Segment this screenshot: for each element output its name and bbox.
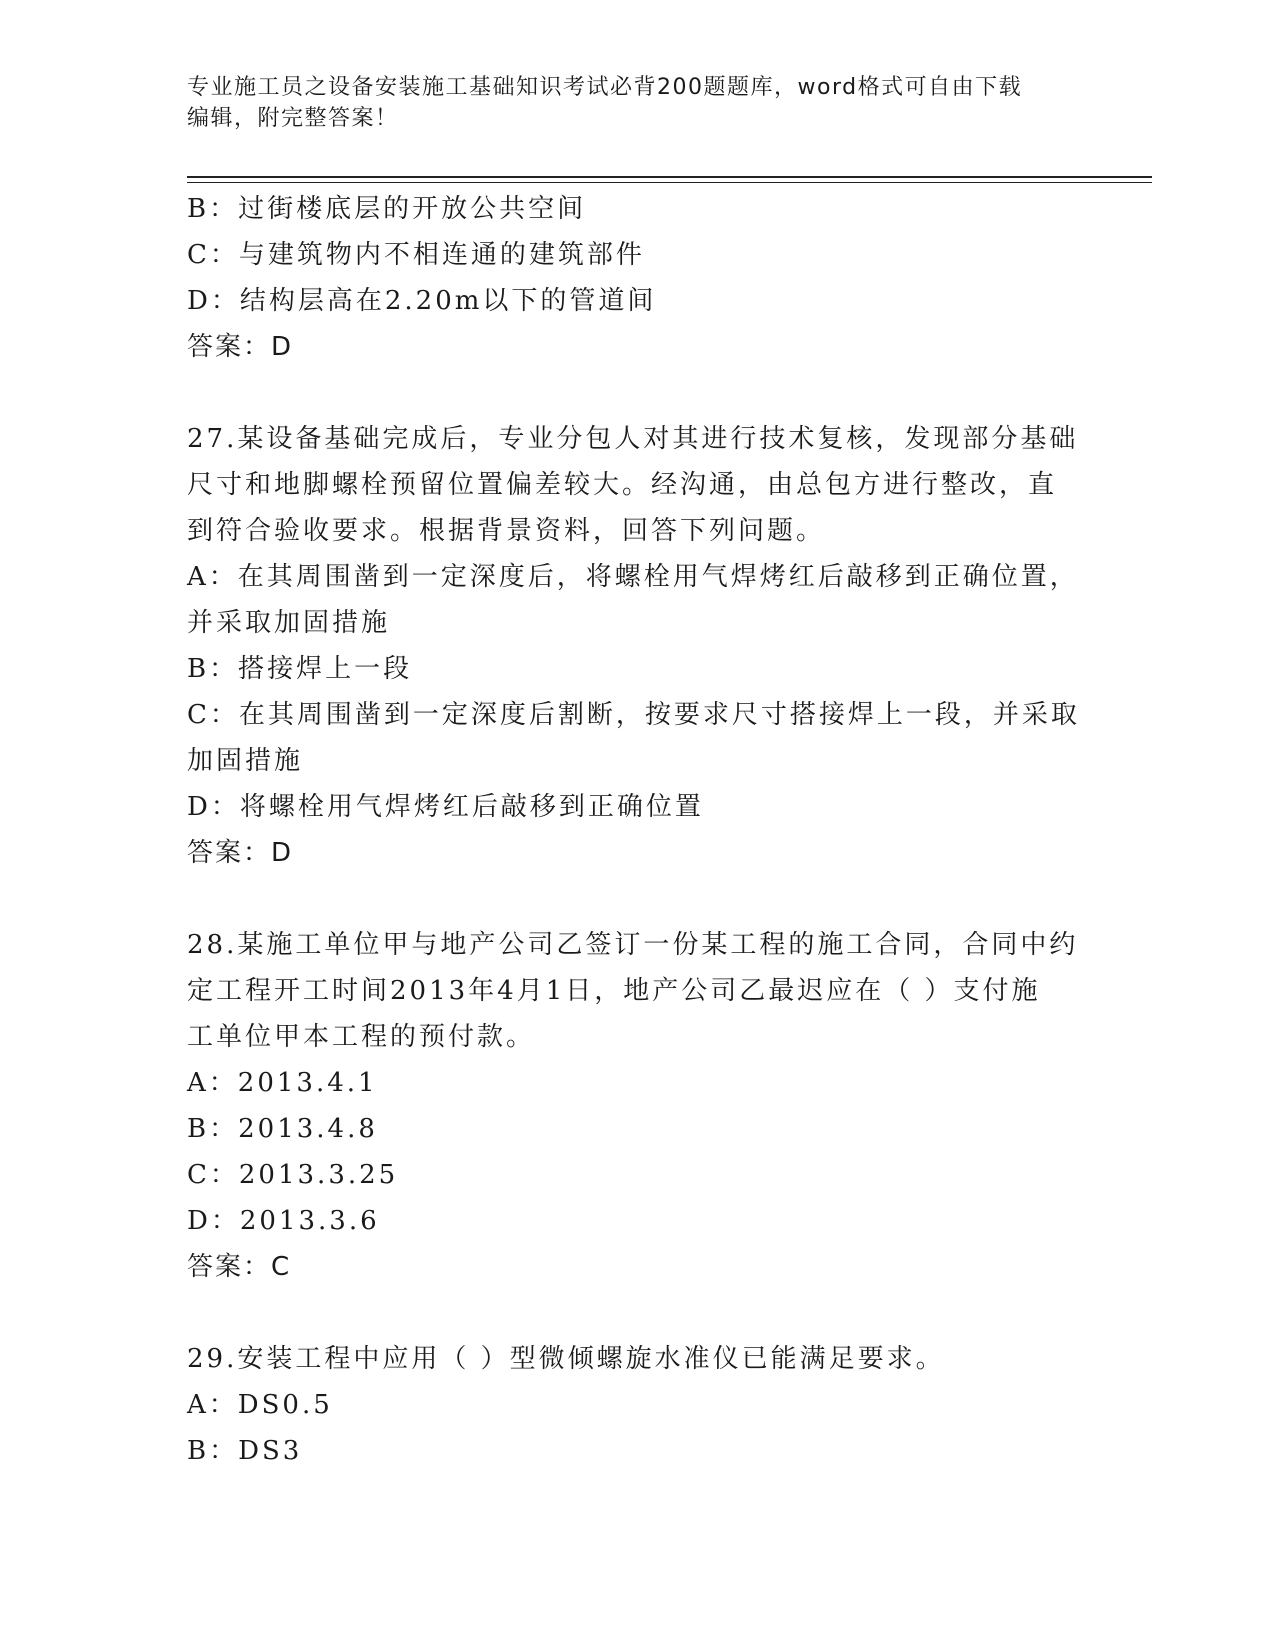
option-c-continued: 加固措施 [187,746,304,776]
question-28 [187,922,1087,1290]
option-a: A：DS0.5 [187,1390,333,1420]
option-b: B：搭接焊上一段 [187,654,413,684]
option-a-continued: 并采取加固措施 [187,608,391,638]
question-stem-line: 尺寸和地脚螺栓预留位置偏差较大。经沟通，由总包方进行整改，直 [187,470,1058,500]
question-spacer [187,1290,1087,1336]
option-b: B：过街楼底层的开放公共空间 [187,194,587,224]
question-stem-line: 定工程开工时间2013年4月1日，地产公司乙最迟应在（ ）支付施 [187,976,1041,1006]
header-divider-thick [187,176,1152,178]
header-title-line-2: 编辑，附完整答案！ [187,106,399,131]
option-b: B：DS3 [187,1436,303,1466]
option-c: C：2013.3.25 [187,1160,399,1190]
question-stem-line: 到符合验收要求。根据背景资料，回答下列问题。 [187,516,826,546]
question-27 [187,416,1087,876]
option-a: A：2013.4.1 [187,1068,378,1098]
answer-line: 答案：D [187,838,294,868]
question-29 [187,1336,1087,1474]
question-stem-line: 29.安装工程中应用（ ）型微倾螺旋水准仪已能满足要求。 [187,1344,945,1374]
header-divider-thin [187,182,1152,183]
option-d: D：2013.3.6 [187,1206,380,1236]
header-title-line-1: 专业施工员之设备安装施工基础知识考试必背200题题库，word格式可自由下载 [187,75,1023,100]
document-header [187,72,1067,134]
answer-line: 答案：C [187,1252,292,1282]
question-list [187,186,1087,1474]
question-stem-line: 27.某设备基础完成后，专业分包人对其进行技术复核，发现部分基础 [187,424,1079,454]
answer-line: 答案：D [187,332,294,362]
question-stem-line: 工单位甲本工程的预付款。 [187,1022,536,1052]
option-c: C：与建筑物内不相连通的建筑部件 [187,240,645,270]
question-spacer [187,876,1087,922]
option-b: B：2013.4.8 [187,1114,378,1144]
option-c: C：在其周围凿到一定深度后割断，按要求尺寸搭接焊上一段，并采取 [187,700,1080,730]
question-stem-line: 28.某施工单位甲与地产公司乙签订一份某工程的施工合同，合同中约 [187,930,1079,960]
option-d: D：将螺栓用气焊烤红后敲移到正确位置 [187,792,704,822]
question-26-tail [187,186,1087,370]
option-d: D：结构层高在2.20m以下的管道间 [187,286,657,316]
question-spacer [187,370,1087,416]
option-a: A：在其周围凿到一定深度后，将螺栓用气焊烤红后敲移到正确位置， [187,562,1079,592]
